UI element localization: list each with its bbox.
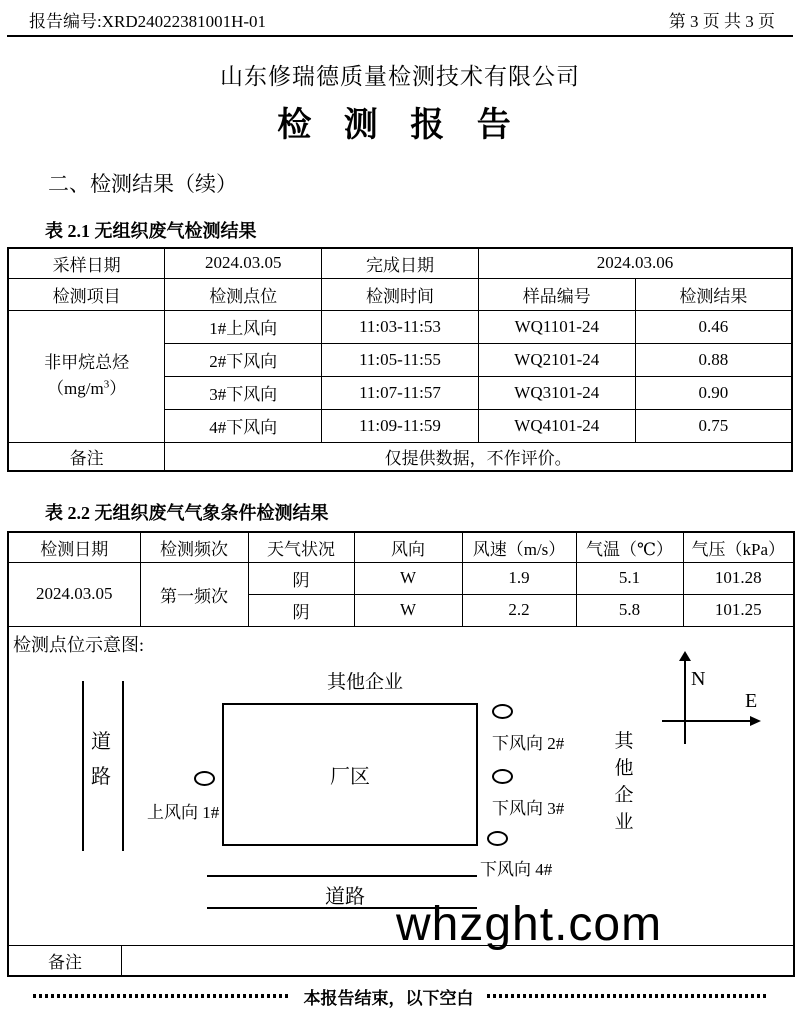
factory-area-box — [222, 703, 478, 846]
weather-cell: 阴 — [248, 594, 354, 626]
time-cell: 11:05-11:55 — [322, 343, 479, 376]
column-header: 检测项目 — [8, 278, 165, 310]
compass-north-axis — [684, 660, 686, 744]
column-header: 天气状况 — [248, 532, 354, 562]
date-cell: 2024.03.05 — [8, 562, 140, 626]
wind-speed-cell: 1.9 — [462, 562, 576, 594]
left-road-label: 道路 — [91, 730, 111, 788]
point-cell: 4#下风向 — [165, 409, 322, 442]
end-of-report-note: 本报告结束，以下空白 — [303, 988, 474, 1008]
remark-label: 备注 — [8, 442, 165, 471]
point-cell: 3#下风向 — [165, 376, 322, 409]
column-header: 气压（kPa） — [683, 532, 794, 562]
left-road-line — [82, 681, 84, 851]
column-header: 风向 — [354, 532, 462, 562]
wind-dir-cell: W — [354, 594, 462, 626]
finish-date-value: 2024.03.06 — [478, 248, 792, 278]
column-header: 检测频次 — [140, 532, 248, 562]
sample-no-cell: WQ2101-24 — [478, 343, 635, 376]
result-cell: 0.88 — [635, 343, 792, 376]
column-header: 样品编号 — [478, 278, 635, 310]
right-area-label: 其他企业 — [614, 730, 634, 833]
remark-row — [8, 442, 792, 471]
table-header-row — [8, 532, 794, 562]
table-row — [8, 310, 792, 343]
column-header: 检测点位 — [165, 278, 322, 310]
left-road-line — [122, 681, 124, 851]
compass-east-axis — [662, 720, 750, 722]
waste-gas-results-table — [7, 247, 793, 472]
weather-cell: 阴 — [248, 562, 354, 594]
sample-no-cell: WQ1101-24 — [478, 310, 635, 343]
test-item-name: 非甲烷总烃 — [44, 352, 130, 372]
diagram-label: 检测点位示意图: — [13, 634, 145, 655]
temp-cell: 5.1 — [576, 562, 683, 594]
time-cell: 11:07-11:57 — [322, 376, 479, 409]
company-name: 山东修瑞德质量检测技术有限公司 — [220, 64, 580, 89]
sampling-date-value: 2024.03.05 — [165, 248, 322, 278]
compass-east-label: E — [745, 689, 758, 712]
point-cell: 2#下风向 — [165, 343, 322, 376]
table-row — [8, 248, 792, 278]
column-header: 气温（℃） — [576, 532, 683, 562]
page-header — [7, 0, 793, 37]
sampling-date-label: 采样日期 — [8, 248, 165, 278]
sampling-point-2-marker — [492, 704, 513, 719]
sampling-point-1-marker — [194, 771, 215, 786]
remark-label: 备注 — [9, 946, 122, 975]
sampling-point-2-label: 下风向 2# — [492, 733, 565, 753]
section-heading: 二、检测结果（续） — [48, 172, 237, 197]
finish-date-label: 完成日期 — [322, 248, 479, 278]
east-arrow-icon — [750, 716, 761, 726]
watermark: whzght.com — [396, 898, 663, 951]
result-cell: 0.90 — [635, 376, 792, 409]
page-footer — [0, 984, 800, 1009]
report-title: 检 测 报 告 — [277, 107, 523, 144]
column-header: 检测日期 — [8, 532, 140, 562]
dotted-line — [33, 994, 291, 998]
temp-cell: 5.8 — [576, 594, 683, 626]
pressure-cell: 101.25 — [683, 594, 794, 626]
result-cell: 0.75 — [635, 409, 792, 442]
sampling-point-3-marker — [492, 769, 513, 784]
result-cell: 0.46 — [635, 310, 792, 343]
wind-dir-cell: W — [354, 562, 462, 594]
factory-label: 厂区 — [330, 765, 370, 788]
frequency-cell: 第一频次 — [140, 562, 248, 626]
table-header-row — [8, 278, 792, 310]
point-cell: 1#上风向 — [165, 310, 322, 343]
column-header: 检测时间 — [322, 278, 479, 310]
page-indicator: 第 3 页 共 3 页 — [668, 12, 775, 31]
table1-title: 表 2.1 无组织废气检测结果 — [45, 221, 257, 242]
north-arrow-icon — [679, 651, 691, 661]
column-header: 风速（m/s） — [462, 532, 576, 562]
top-area-label: 其他企业 — [327, 671, 404, 693]
sample-no-cell: WQ3101-24 — [478, 376, 635, 409]
time-cell: 11:09-11:59 — [322, 409, 479, 442]
wind-speed-cell: 2.2 — [462, 594, 576, 626]
report-number: 报告编号:XRD24022381001H-01 — [29, 12, 267, 31]
dotted-line — [487, 994, 768, 998]
sampling-point-3-label: 下风向 3# — [492, 798, 565, 818]
time-cell: 11:03-11:53 — [322, 310, 479, 343]
table2-title: 表 2.2 无组织废气气象条件检测结果 — [45, 503, 329, 524]
bottom-road-label: 道路 — [325, 885, 365, 908]
table-row — [8, 562, 794, 594]
test-item-cell — [8, 310, 165, 442]
sampling-point-1-label: 上风向 1# — [147, 802, 220, 822]
test-item-unit: $(mg/m^3)$ — [47, 378, 127, 399]
compass-north-label: N — [691, 667, 706, 690]
bottom-road-line — [207, 875, 477, 877]
sample-no-cell: WQ4101-24 — [478, 409, 635, 442]
column-header: 检测结果 — [635, 278, 792, 310]
pressure-cell: 101.28 — [683, 562, 794, 594]
remark-value: 仅提供数据，不作评价。 — [165, 442, 792, 471]
sampling-point-4-label: 下风向 4# — [480, 859, 553, 879]
sampling-point-4-marker — [487, 831, 508, 846]
